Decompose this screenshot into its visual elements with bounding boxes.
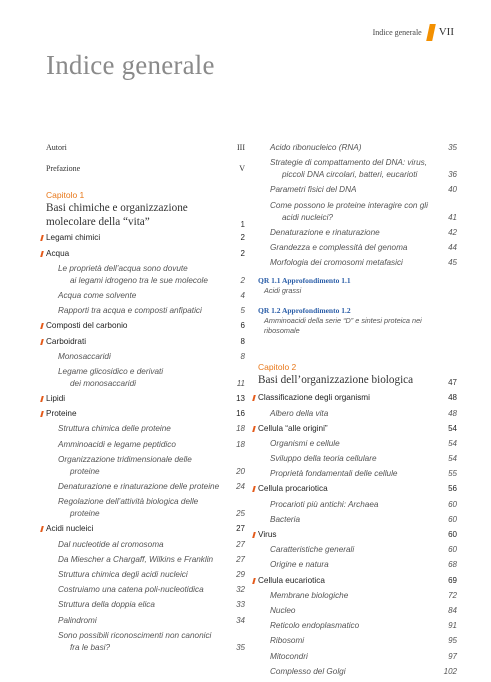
qr-subtitle: Acidi grassi: [264, 286, 302, 296]
toc-section[interactable]: Proteine 16: [46, 409, 245, 419]
toc-subsection[interactable]: Da Miescher a Chargaff, Wilkins e Franklin 27: [58, 554, 245, 564]
running-header: [373, 22, 454, 42]
toc-subsection[interactable]: Denaturazione e rinaturazione delle proteine 24: [58, 482, 245, 491]
toc-subsection[interactable]: Reticolo endoplasmatico 91: [270, 621, 457, 631]
toc-subsection[interactable]: Albero della vita 48: [270, 408, 457, 418]
toc-subsection[interactable]: Ribosomi 95: [270, 636, 457, 646]
chapter-label: Capitolo 2: [258, 362, 297, 373]
qr-label: QR 1.1 Approfondimento 1.1: [258, 276, 351, 286]
toc-subsection[interactable]: Procarioti più antichi: Archaea 60: [270, 499, 457, 509]
toc-subsection[interactable]: Legame glicosidico e derivati dei monosaccaridi 11: [58, 366, 245, 388]
chapter-title: Basi dell’organizzazione biologica: [258, 374, 414, 387]
toc-subsection[interactable]: Morfologia dei cromosomi metafasici 45: [270, 258, 457, 268]
toc-subsection[interactable]: Bacteria 60: [270, 514, 457, 524]
toc-subsection[interactable]: Parametri fisici del DNA 40: [270, 185, 457, 195]
toc-section[interactable]: Classificazione degli organismi 48: [258, 393, 457, 403]
toc-section[interactable]: Cellula eucariotica 69: [258, 575, 457, 585]
chapter-page: 47: [448, 378, 457, 388]
qr-resource-2[interactable]: [258, 306, 457, 336]
toc-subsection[interactable]: Grandezza e complessità del genoma 44: [270, 242, 457, 252]
toc-subsection[interactable]: Acido ribonucleico (RNA) 35: [270, 143, 457, 152]
toc-subsection[interactable]: Costruiamo una catena poli-nucleotidica 32: [58, 585, 245, 595]
toc-section[interactable]: Acidi nucleici 27: [46, 524, 245, 534]
page-title: Indice generale: [46, 50, 215, 80]
chapter-label: Capitolo 1: [46, 190, 85, 201]
toc-section[interactable]: Acqua 2: [46, 248, 245, 258]
toc-entry-prefazione[interactable]: Prefazione V: [46, 164, 245, 174]
toc-subsection[interactable]: Dal nucleotide al cromosoma 27: [58, 539, 245, 549]
toc-subsection[interactable]: Le proprietà dell’acqua sono dovute ai legami idrogeno tra le sue molecole 2: [58, 263, 245, 285]
toc-subsection[interactable]: Nucleo 84: [270, 605, 457, 615]
chapter-2-heading[interactable]: [258, 362, 457, 387]
toc-subsection[interactable]: Regolazione dell’attività biologica delle proteine 25: [58, 497, 245, 519]
toc-subsection[interactable]: Caratteristiche generali 60: [270, 545, 457, 555]
toc-section[interactable]: Lipidi 13: [46, 394, 245, 404]
qr-resource-1[interactable]: [258, 276, 457, 296]
toc-subsection[interactable]: Amminoacidi e legame peptidico 18: [58, 439, 245, 449]
chapter-page: 1: [240, 220, 245, 230]
header-accent-tab: [426, 24, 436, 41]
toc-right-column: [258, 142, 457, 681]
toc-subsection[interactable]: Sviluppo della teoria cellulare 54: [270, 454, 457, 464]
toc-subsection[interactable]: Rapporti tra acqua e composti anfipatici 5: [58, 306, 245, 316]
toc-subsection[interactable]: Palindromi 34: [58, 615, 245, 625]
toc-section[interactable]: Legami chimici 2: [46, 233, 245, 243]
qr-subtitle: Amminoacidi della serie “D” e sintesi proteica nei ribosomale: [264, 316, 422, 336]
chapter-1-heading[interactable]: [46, 190, 245, 229]
toc-subsection[interactable]: Denaturazione e rinaturazione 42: [270, 227, 457, 237]
running-title: Indice generale: [372, 27, 422, 37]
toc-section[interactable]: Composti del carbonio 6: [46, 321, 245, 331]
toc-subsection[interactable]: Organismi e cellule 54: [270, 438, 457, 448]
qr-label: QR 1.2 Approfondimento 1.2: [258, 306, 351, 316]
toc-subsection[interactable]: Organizzazione tridimensionale delle proteine 20: [58, 454, 245, 476]
toc-subsection[interactable]: Struttura della doppia elica 33: [58, 600, 245, 610]
toc-subsection[interactable]: Sono possibili riconoscimenti non canonici fra le basi? 35: [58, 630, 245, 652]
toc-subsection[interactable]: Strategie di compattamento del DNA: virus, piccoli DNA circolari, batteri, eucarioti 36: [270, 158, 457, 180]
toc-subsection[interactable]: Origine e natura 68: [270, 560, 457, 570]
chapter-title: Basi chimiche e organizzazione molecolare della “vita”: [46, 202, 188, 229]
toc-subsection[interactable]: Membrane biologiche 72: [270, 590, 457, 600]
toc-subsection[interactable]: Mitocondri 97: [270, 651, 457, 661]
toc-section[interactable]: Cellula procariotica 56: [258, 484, 457, 494]
toc-section[interactable]: Virus 60: [258, 530, 457, 539]
toc-subsection[interactable]: Proprietà fondamentali delle cellule 55: [270, 469, 457, 479]
toc-left-column: [46, 142, 245, 657]
toc-subsection[interactable]: Complesso del Golgi 102: [270, 666, 457, 676]
toc-subsection[interactable]: Struttura chimica delle proteine 18: [58, 424, 245, 434]
toc-subsection[interactable]: Monosaccaridi 8: [58, 351, 245, 361]
toc-section[interactable]: Cellula “alle origini” 54: [258, 423, 457, 433]
toc-subsection[interactable]: Come possono le proteine interagire con gli acidi nucleici? 41: [270, 200, 457, 222]
toc-subsection[interactable]: Struttura chimica degli acidi nucleici 29: [58, 569, 245, 579]
page-number: VII: [438, 26, 454, 38]
toc-subsection[interactable]: Acqua come solvente 4: [58, 290, 245, 300]
toc-section[interactable]: Carboidrati 8: [46, 336, 245, 346]
toc-entry-autori[interactable]: Autori III: [46, 143, 245, 152]
